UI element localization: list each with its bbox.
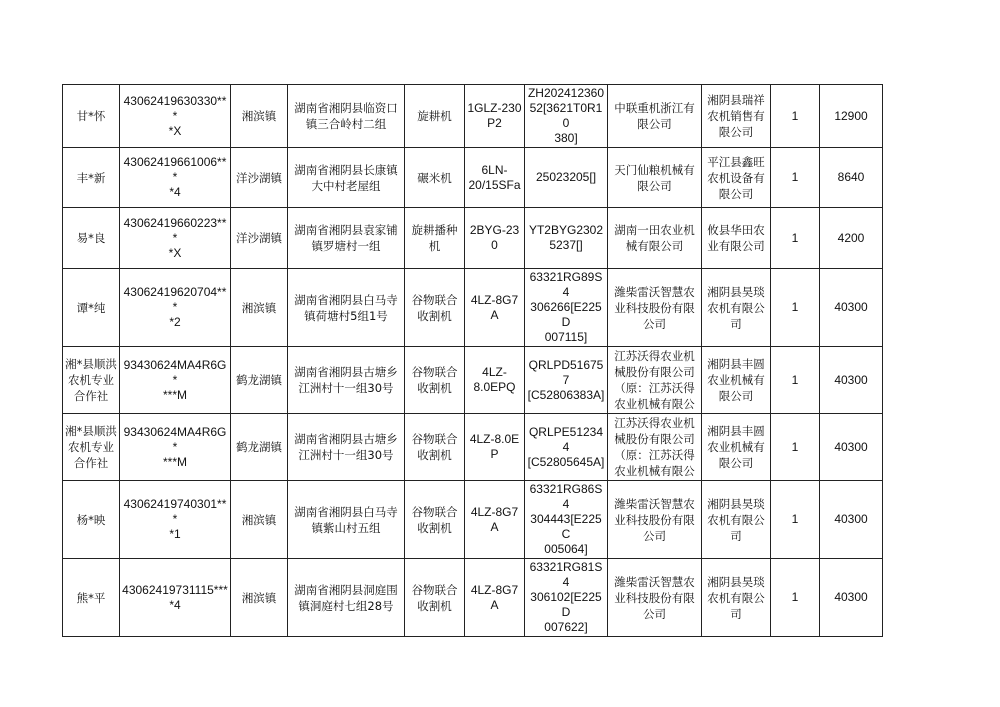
cell-qty: 1	[771, 481, 820, 559]
cell-machine: 谷物联合收割机	[405, 481, 465, 559]
cell-name: 甘*怀	[63, 85, 120, 148]
cell-seller: 湘阴县昊琰农机有限公司	[702, 269, 771, 347]
cell-qty: 1	[771, 269, 820, 347]
cell-seller: 湘阴县丰圆农业机械有限公司	[702, 347, 771, 414]
cell-machine: 谷物联合收割机	[405, 559, 465, 637]
cell-serial: ZH202412360 52[3621T0R10 380]	[525, 85, 608, 148]
cell-machine: 旋耕播种机	[405, 208, 465, 269]
cell-name: 丰*新	[63, 148, 120, 208]
cell-machine: 旋耕机	[405, 85, 465, 148]
cell-model: 2BYG-230	[465, 208, 525, 269]
cell-maker: 湖南一田农业机械有限公司	[608, 208, 702, 269]
cell-serial: QRLPE51234 4 [C52805645A]	[525, 414, 608, 481]
cell-qty: 1	[771, 559, 820, 637]
cell-address: 湖南省湘阴县袁家铺镇罗塘村一组	[288, 208, 405, 269]
cell-seller: 平江县鑫旺农机设备有限公司	[702, 148, 771, 208]
cell-town: 湘滨镇	[231, 481, 288, 559]
cell-qty: 1	[771, 347, 820, 414]
cell-address: 湖南省湘阴县古塘乡江洲村十一组30号	[288, 414, 405, 481]
table-row	[63, 85, 883, 148]
cell-id: 43062419660223*** *X	[120, 208, 231, 269]
table-row	[63, 148, 883, 208]
cell-seller: 湘阴县昊琰农机有限公司	[702, 481, 771, 559]
cell-name: 谭*纯	[63, 269, 120, 347]
cell-serial: 63321RG89S4 306266[E225D 007115]	[525, 269, 608, 347]
cell-seller: 湘阴县瑞祥农机销售有限公司	[702, 85, 771, 148]
cell-model: 4LZ-8G7A	[465, 559, 525, 637]
cell-name: 熊*平	[63, 559, 120, 637]
cell-maker: 江苏沃得农业机械股份有限公司（原：江苏沃得农业机械有限公	[608, 414, 702, 481]
cell-qty: 1	[771, 85, 820, 148]
table-row	[63, 559, 883, 637]
cell-model: 4LZ-8G7A	[465, 481, 525, 559]
cell-model: 1GLZ-230P2	[465, 85, 525, 148]
cell-id: 43062419630330*** *X	[120, 85, 231, 148]
cell-address: 湖南省湘阴县临资口镇三合岭村二组	[288, 85, 405, 148]
cell-seller: 湘阴县丰圆农业机械有限公司	[702, 414, 771, 481]
cell-town: 湘滨镇	[231, 85, 288, 148]
cell-id: 43062419731115*** *4	[120, 559, 231, 637]
cell-amount: 8640	[820, 148, 883, 208]
cell-town: 鹤龙湖镇	[231, 414, 288, 481]
cell-town: 鹤龙湖镇	[231, 347, 288, 414]
cell-name: 湘*县顺洪农机专业合作社	[63, 414, 120, 481]
cell-town: 洋沙湖镇	[231, 208, 288, 269]
cell-seller: 攸县华田农业有限公司	[702, 208, 771, 269]
cell-name: 易*良	[63, 208, 120, 269]
cell-machine: 谷物联合收割机	[405, 269, 465, 347]
cell-id: 43062419740301*** *1	[120, 481, 231, 559]
cell-model: 4LZ-8.0EP	[465, 414, 525, 481]
cell-serial: QRLPD51675 7 [C52806383A]	[525, 347, 608, 414]
cell-maker: 天门仙粮机械有限公司	[608, 148, 702, 208]
cell-address: 湖南省湘阴县古塘乡江洲村十一组30号	[288, 347, 405, 414]
cell-amount: 40300	[820, 347, 883, 414]
cell-town: 湘滨镇	[231, 269, 288, 347]
cell-machine: 谷物联合收割机	[405, 347, 465, 414]
table-row	[63, 481, 883, 559]
cell-town: 洋沙湖镇	[231, 148, 288, 208]
cell-amount: 40300	[820, 269, 883, 347]
cell-amount: 40300	[820, 559, 883, 637]
table-row	[63, 414, 883, 481]
cell-id: 93430624MA4R6G* ***M	[120, 347, 231, 414]
cell-amount: 40300	[820, 414, 883, 481]
cell-serial: 63321RG86S4 304443[E225C 005064]	[525, 481, 608, 559]
cell-id: 93430624MA4R6G* ***M	[120, 414, 231, 481]
cell-name: 杨*映	[63, 481, 120, 559]
subsidy-table	[62, 84, 883, 637]
table-row	[63, 347, 883, 414]
cell-amount: 12900	[820, 85, 883, 148]
table-row	[63, 269, 883, 347]
cell-maker: 潍柴雷沃智慧农业科技股份有限公司	[608, 269, 702, 347]
cell-serial: 25023205[]	[525, 148, 608, 208]
cell-name: 湘*县顺洪农机专业合作社	[63, 347, 120, 414]
cell-maker: 江苏沃得农业机械股份有限公司（原：江苏沃得农业机械有限公	[608, 347, 702, 414]
cell-seller: 湘阴县昊琰农机有限公司	[702, 559, 771, 637]
cell-address: 湖南省湘阴县白马寺镇荷塘村5组1号	[288, 269, 405, 347]
cell-qty: 1	[771, 414, 820, 481]
cell-id: 43062419620704*** *2	[120, 269, 231, 347]
table-row	[63, 208, 883, 269]
cell-address: 湖南省湘阴县长康镇大中村老屋组	[288, 148, 405, 208]
cell-maker: 中联重机浙江有限公司	[608, 85, 702, 148]
cell-serial: 63321RG81S4 306102[E225D 007622]	[525, 559, 608, 637]
cell-qty: 1	[771, 148, 820, 208]
cell-machine: 碾米机	[405, 148, 465, 208]
cell-maker: 潍柴雷沃智慧农业科技股份有限公司	[608, 559, 702, 637]
cell-id: 43062419661006*** *4	[120, 148, 231, 208]
cell-model: 4LZ- 8.0EPQ	[465, 347, 525, 414]
cell-address: 湖南省湘阴县白马寺镇紫山村五组	[288, 481, 405, 559]
cell-town: 湘滨镇	[231, 559, 288, 637]
cell-machine: 谷物联合收割机	[405, 414, 465, 481]
cell-amount: 40300	[820, 481, 883, 559]
cell-qty: 1	[771, 208, 820, 269]
cell-serial: YT2BYG2302 5237[]	[525, 208, 608, 269]
cell-amount: 4200	[820, 208, 883, 269]
cell-model: 6LN- 20/15SFa	[465, 148, 525, 208]
cell-maker: 潍柴雷沃智慧农业科技股份有限公司	[608, 481, 702, 559]
cell-address: 湖南省湘阴县洞庭围镇洞庭村七组28号	[288, 559, 405, 637]
cell-model: 4LZ-8G7A	[465, 269, 525, 347]
